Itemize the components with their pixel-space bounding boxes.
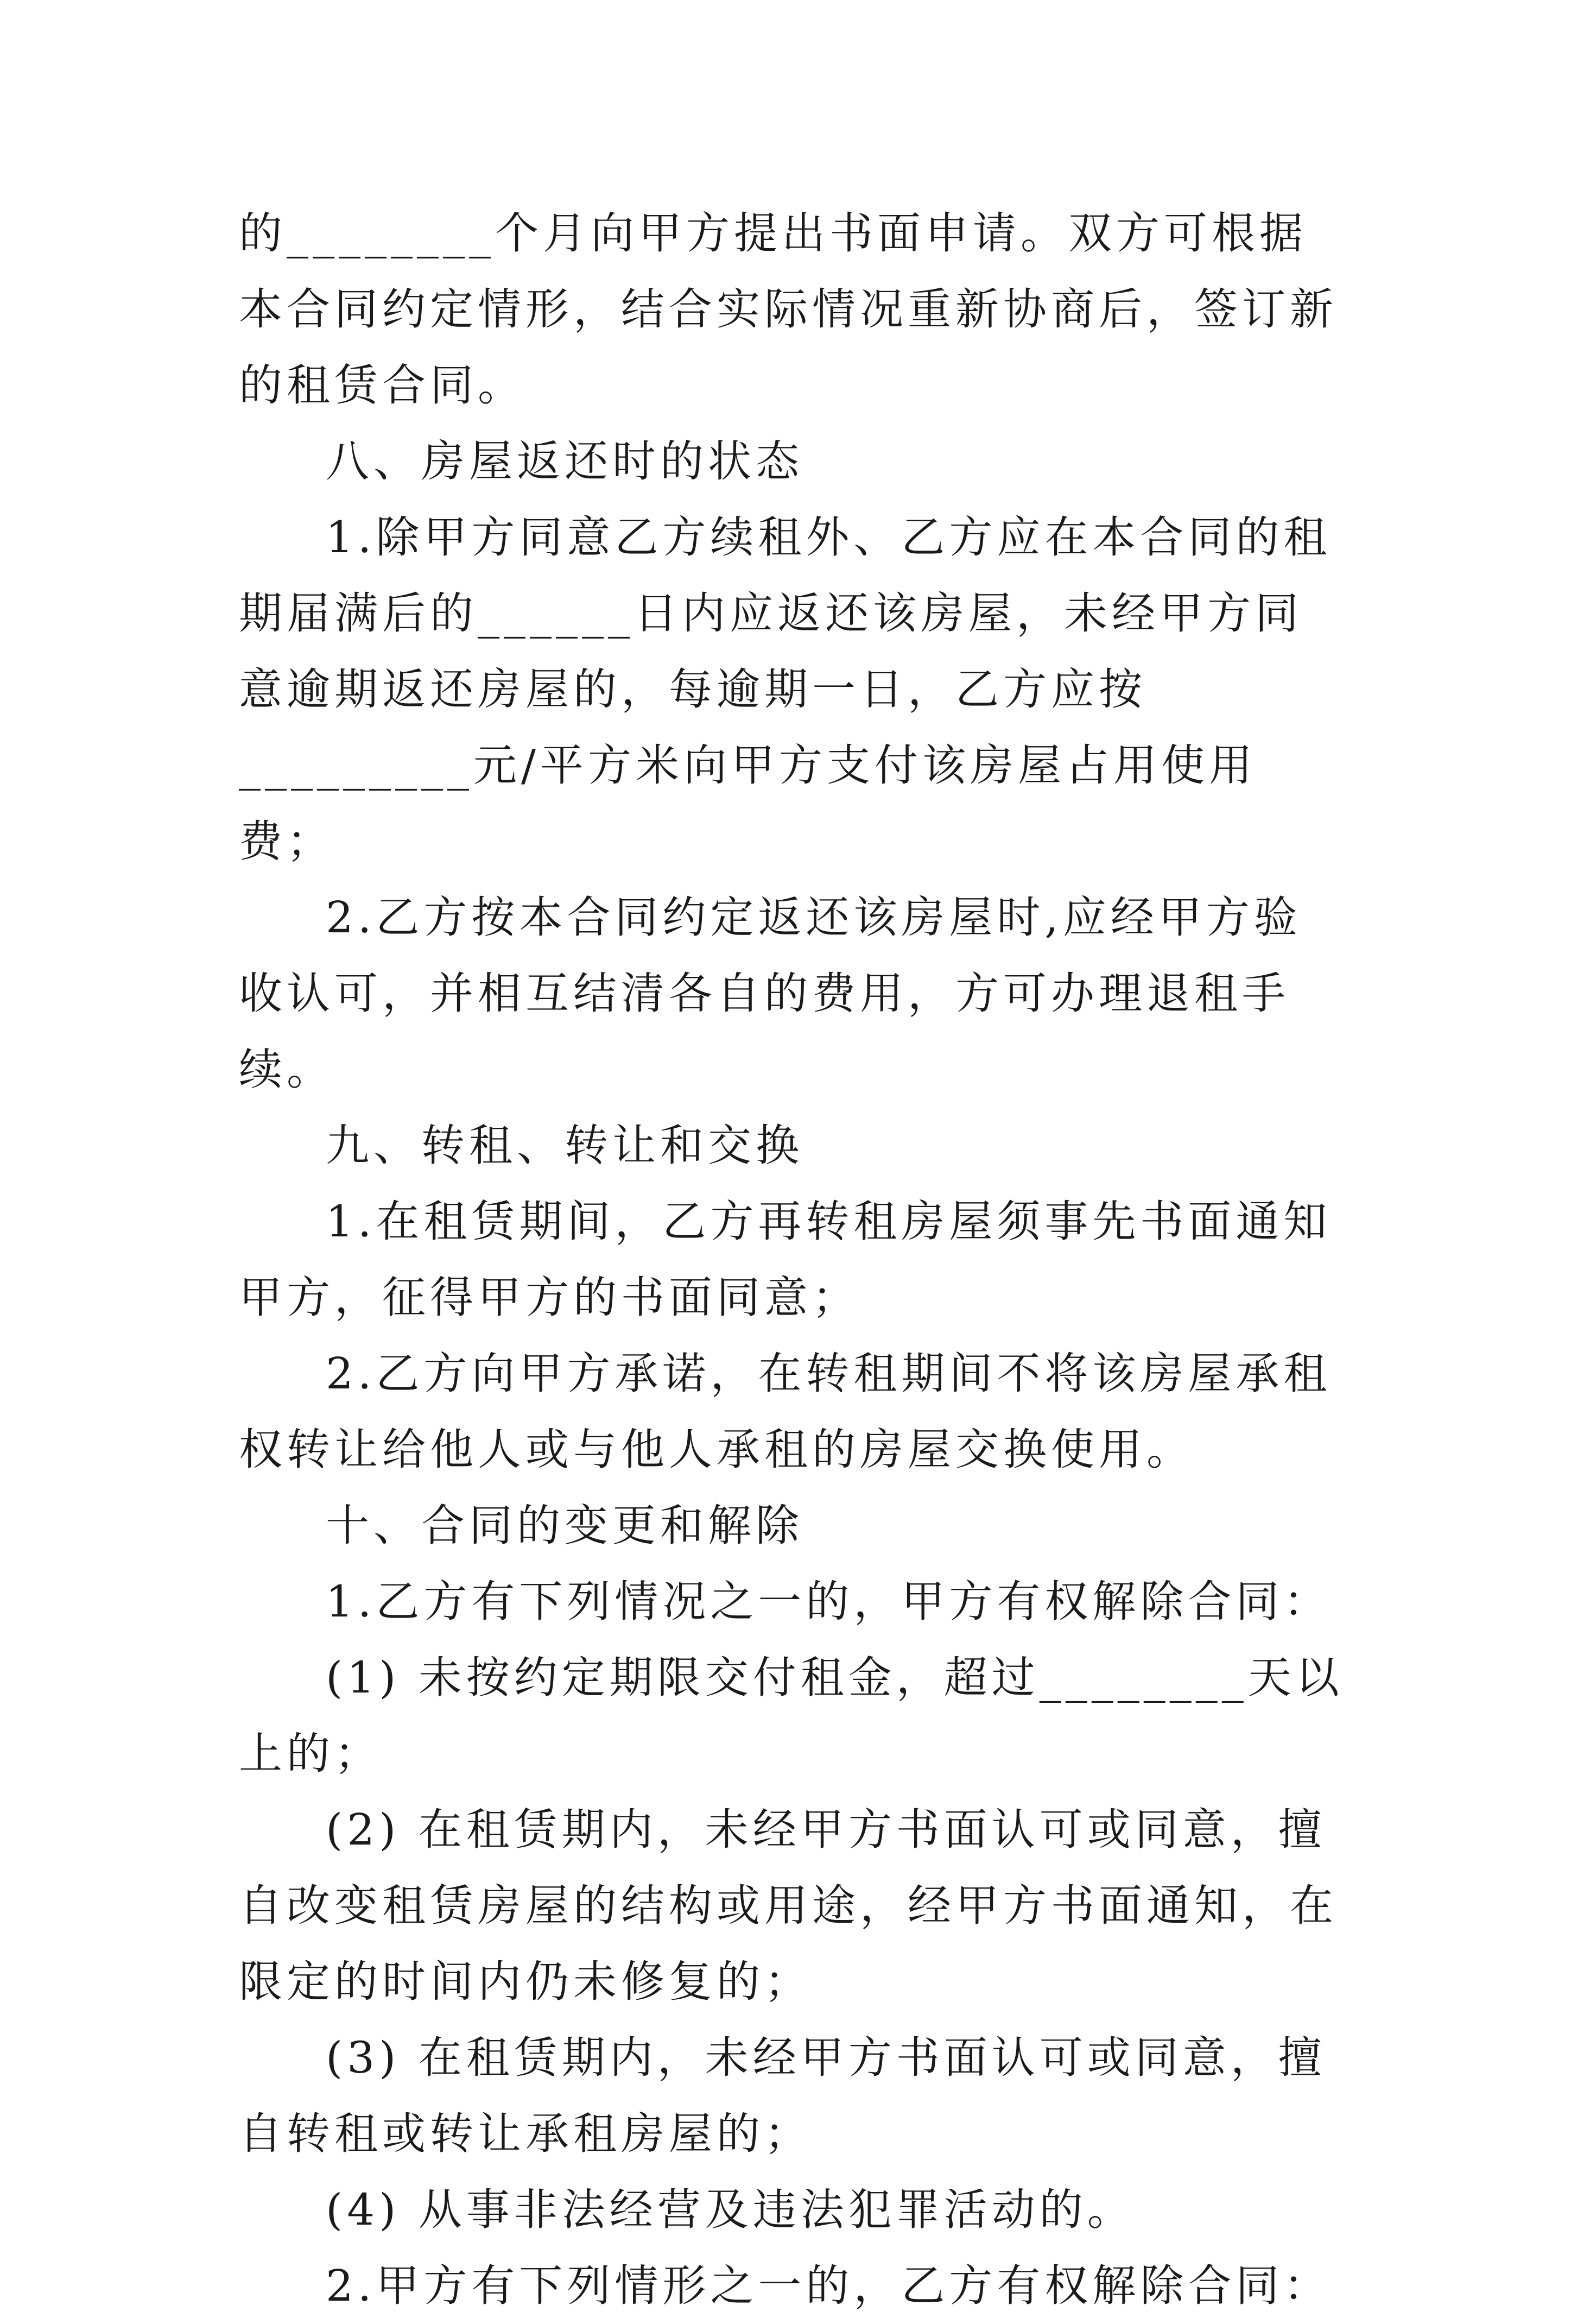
section-heading-9: 九、转租、转让和交换 bbox=[326, 1120, 803, 1171]
section-heading-10: 十、合同的变更和解除 bbox=[326, 1500, 803, 1551]
section-heading-8: 八、房屋返还时的状态 bbox=[326, 436, 803, 487]
document-body bbox=[239, 195, 1346, 2324]
clause-10-1-item-4: (4) 从事非法经营及违法犯罪活动的。 bbox=[326, 2184, 1135, 2235]
clause-9-1: 1.在租赁期间，乙方再转租房屋须事先书面通知甲方，征得甲方的书面同意； bbox=[239, 1196, 1332, 1323]
clause-10-1: 1.乙方有下列情况之一的，甲方有权解除合同： bbox=[326, 1576, 1332, 1627]
clause-10-2: 2.甲方有下列情形之一的，乙方有权解除合同： bbox=[326, 2260, 1332, 2311]
paragraph-continuation: 的________个月向甲方提出书面申请。双方可根据本合同约定情形，结合实际情况重新协商后，签订新的租赁合同。 bbox=[239, 208, 1338, 411]
clause-8-1: 1.除甲方同意乙方续租外、乙方应在本合同的租期届满后的______日内应返还该房屋，未经甲方同意逾期返还房屋的，每逾期一日，乙方应按_________元/平方米向甲方支付该房屋占用使用费； bbox=[239, 512, 1332, 867]
clause-9-2: 2.乙方向甲方承诺，在转租期间不将该房屋承租权转让给他人或与他人承租的房屋交换使用。 bbox=[239, 1348, 1332, 1475]
clause-10-1-item-3: (3) 在租赁期内，未经甲方书面认可或同意，擅自转租或转让承租房屋的； bbox=[239, 2032, 1326, 2159]
clause-10-1-item-2: (2) 在租赁期内，未经甲方书面认可或同意，擅自改变租赁房屋的结构或用途，经甲方书面通知，在限定的时间内仍未修复的； bbox=[239, 1804, 1338, 2007]
clause-8-2: 2.乙方按本合同约定返还该房屋时,应经甲方验收认可，并相互结清各自的费用，方可办理退租手续。 bbox=[239, 892, 1302, 1095]
clause-10-1-item-1: (1) 未按约定期限交付租金，超过________天以上的； bbox=[239, 1652, 1344, 1779]
